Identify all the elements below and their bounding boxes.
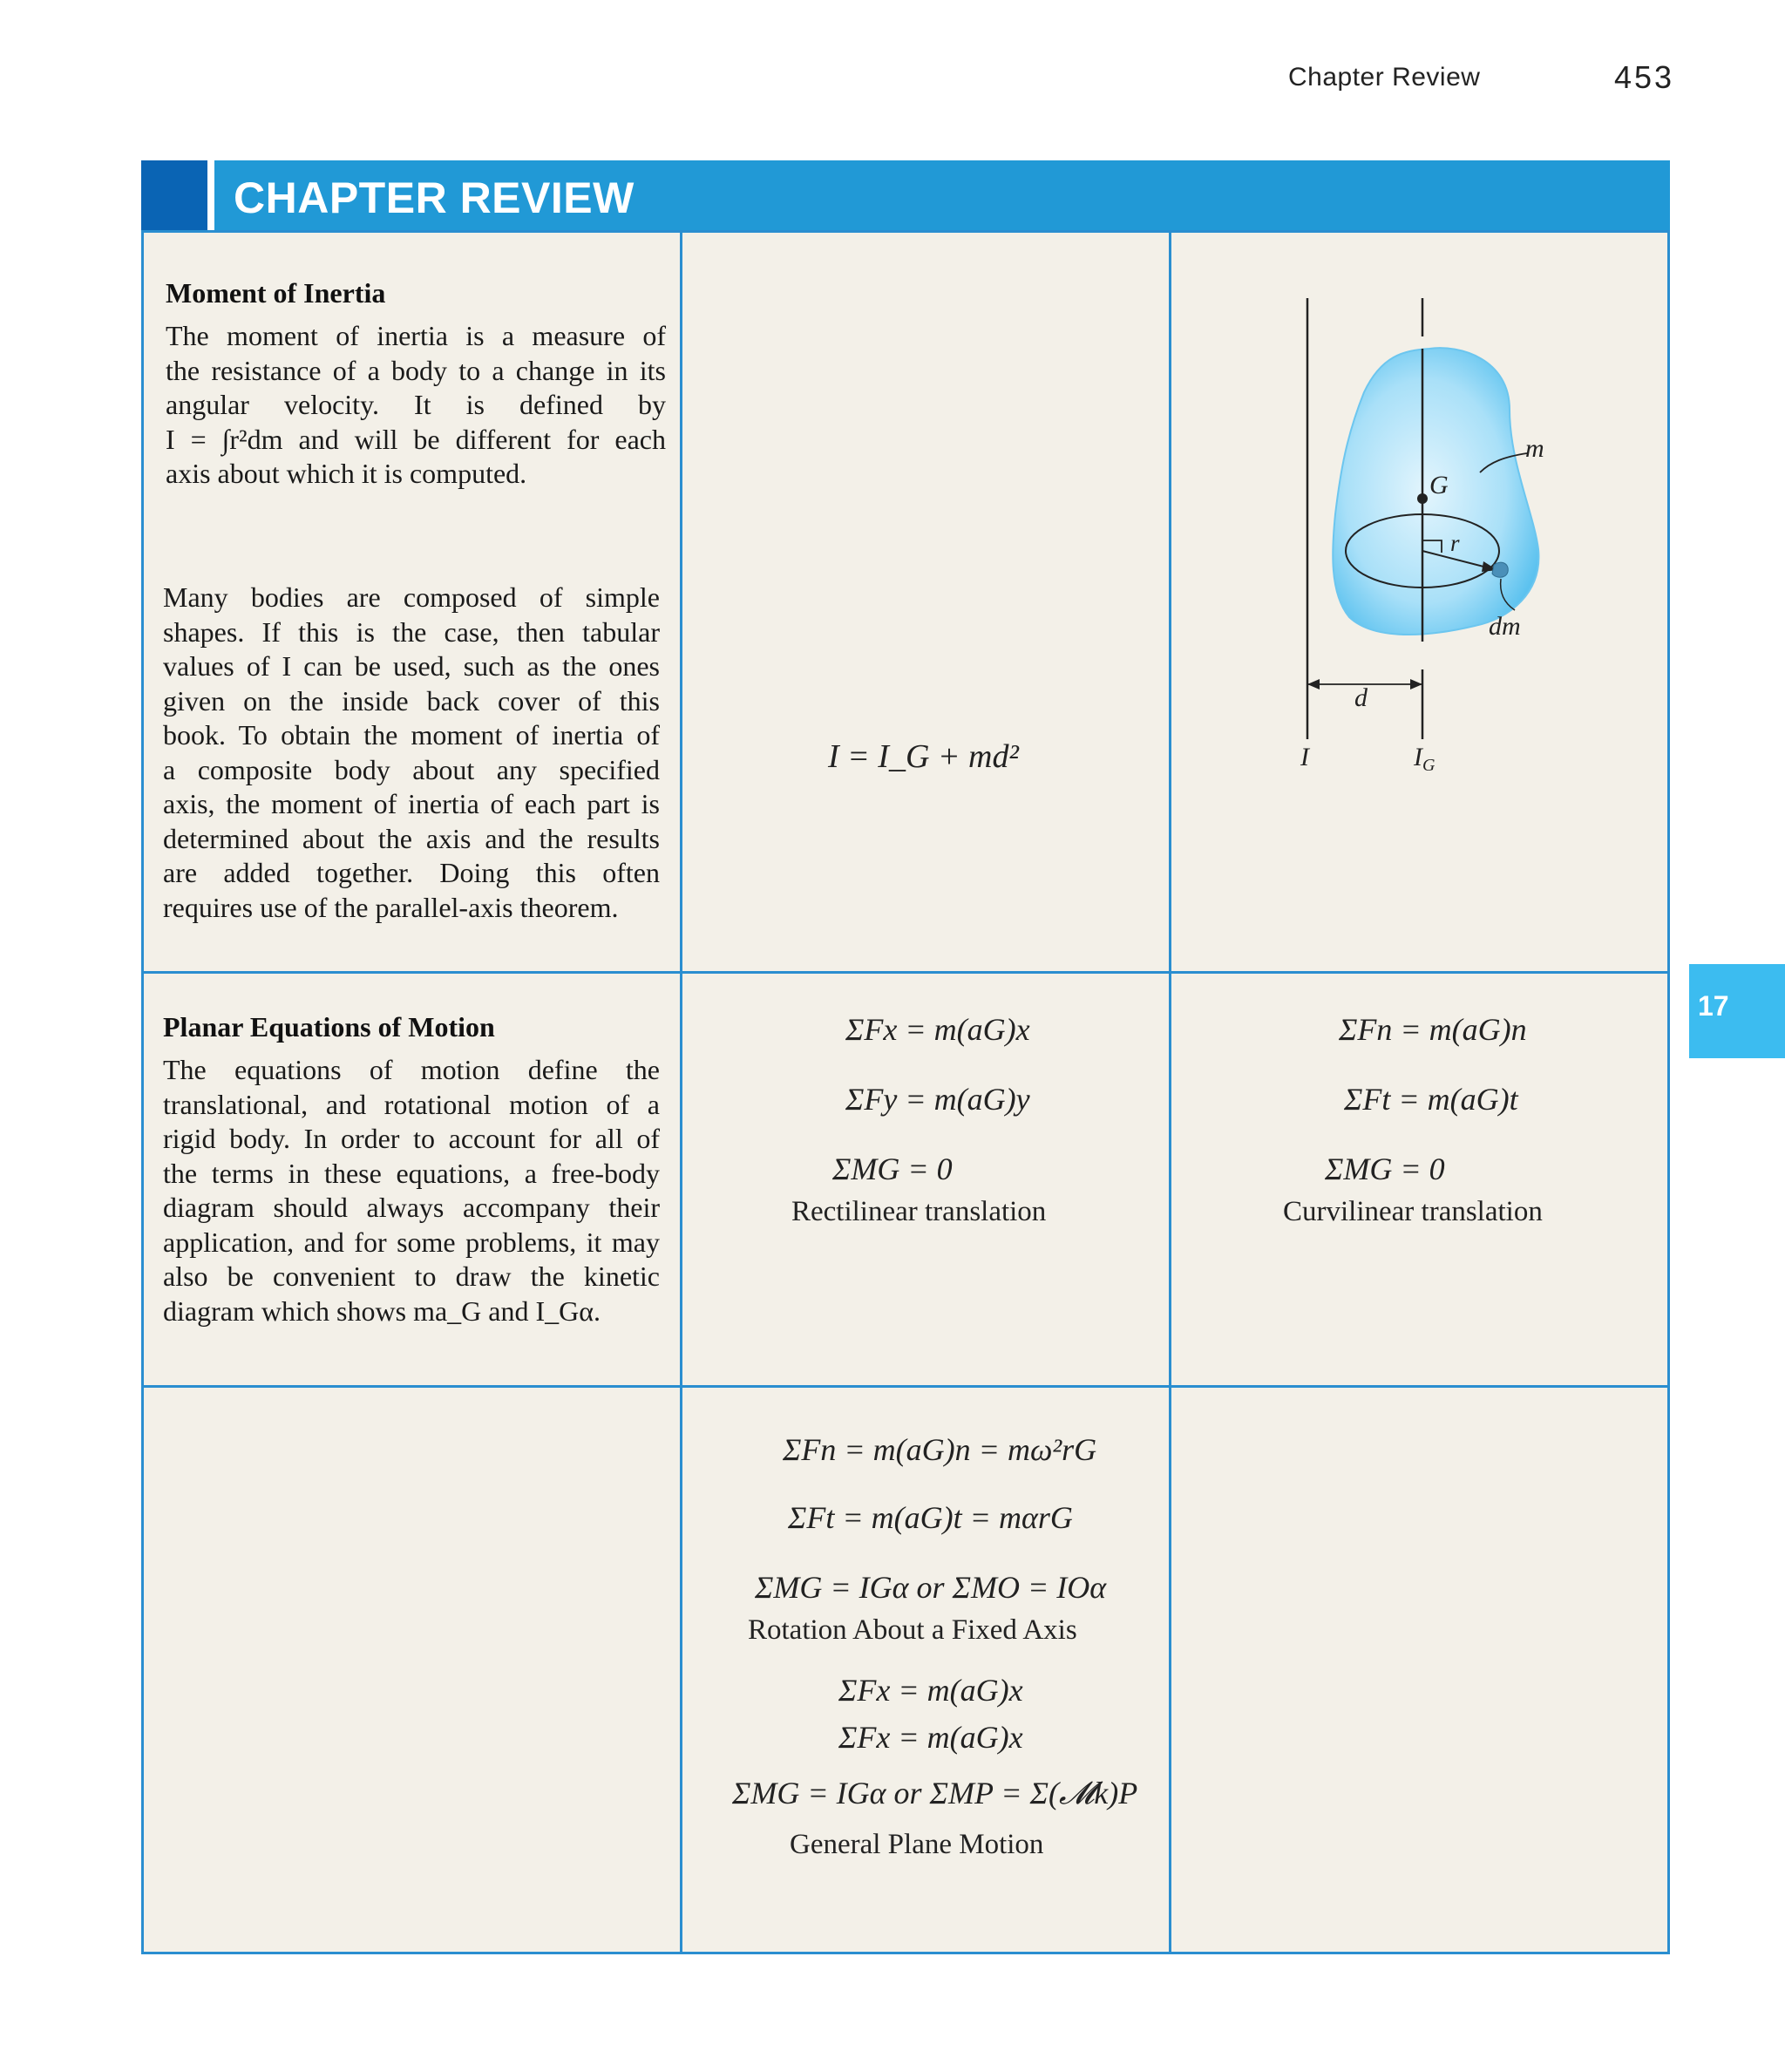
moment-of-inertia-paragraph-2 — [163, 581, 660, 925]
paragraph-line: the terms in these equations, a free-body — [163, 1157, 660, 1189]
figure-label-m: m — [1525, 434, 1544, 463]
rectilinear-eq-moment: ΣMG = 0 — [832, 1151, 953, 1186]
fixed-axis-eq-n: ΣFn = m(aG)n = mω²rG — [783, 1432, 1097, 1467]
banner-title: CHAPTER REVIEW — [234, 173, 635, 222]
paragraph-line: book. To obtain the moment of inertia of — [163, 719, 660, 751]
grid-divider-vertical-2 — [1169, 230, 1171, 1954]
paragraph-line: rigid body. In order to account for all of — [163, 1123, 660, 1154]
paragraph-line: Many bodies are composed of simple — [163, 581, 660, 613]
moment-of-inertia-heading: Moment of Inertia — [166, 277, 386, 309]
general-plane-eq-x-2: ΣFx = m(aG)x — [838, 1720, 1023, 1755]
paragraph-line: I = ∫r²dm and will be different for each — [166, 423, 666, 455]
chapter-tab-number: 17 — [1698, 990, 1729, 1022]
fixed-axis-eq-moment: ΣMG = IGα or ΣMO = IOα — [755, 1570, 1107, 1605]
paragraph-line: a composite body about any specified — [163, 753, 660, 785]
grid-divider-horizontal-2 — [141, 1385, 1670, 1388]
paragraph-line: axis, the moment of inertia of each part is — [163, 788, 660, 819]
paragraph-line: are added together. Doing this often — [163, 857, 660, 888]
grid-divider-horizontal-1 — [141, 971, 1670, 974]
figure-label-r: r — [1450, 530, 1460, 556]
parallel-axis-equation: I = I_G + md² — [828, 738, 1019, 775]
figure-label-d: d — [1354, 683, 1368, 712]
curvilinear-eq-t: ΣFt = m(aG)t — [1344, 1082, 1518, 1117]
general-plane-caption: General Plane Motion — [790, 1829, 1044, 1860]
banner-gap — [207, 160, 214, 230]
centroid-point — [1417, 493, 1428, 504]
running-head — [1288, 63, 1480, 92]
distance-arrow-right — [1410, 679, 1422, 690]
paragraph-line: axis about which it is computed. — [166, 458, 527, 489]
paragraph-line: requires use of the parallel-axis theorem. — [163, 891, 619, 923]
figure-label-dm: dm — [1489, 612, 1521, 641]
rectilinear-caption: Rectilinear translation — [791, 1196, 1047, 1227]
general-plane-eq-x: ΣFx = m(aG)x — [838, 1673, 1023, 1708]
parallel-axis-figure — [1281, 288, 1569, 793]
planar-motion-paragraph — [163, 1053, 660, 1328]
general-plane-eq-moment: ΣMG = IGα or ΣMP = Σ(𝓜k)P — [732, 1776, 1138, 1810]
paragraph-line: given on the inside back cover of this — [163, 684, 660, 717]
figure-label-G: G — [1429, 471, 1449, 499]
paragraph-line: angular velocity. It is defined by — [166, 389, 666, 420]
distance-arrow-left — [1307, 679, 1320, 690]
banner-accent-block — [141, 160, 207, 230]
rectilinear-eq-y: ΣFy = m(aG)y — [845, 1082, 1030, 1117]
paragraph-line: the resistance of a body to a change in its — [166, 354, 666, 386]
fixed-axis-caption: Rotation About a Fixed Axis — [748, 1614, 1077, 1646]
page-number: 453 — [1614, 59, 1675, 95]
chapter-review-banner — [141, 160, 1670, 230]
paragraph-line: translational, and rotational motion of a — [163, 1088, 660, 1120]
curvilinear-eq-n: ΣFn = m(aG)n — [1339, 1012, 1527, 1047]
rectilinear-eq-x: ΣFx = m(aG)x — [845, 1012, 1030, 1047]
paragraph-line: application, and for some problems, it may — [163, 1226, 660, 1258]
moment-of-inertia-paragraph-1 — [166, 319, 666, 492]
dm-element — [1492, 562, 1508, 577]
figure-label-IG-subscript: G — [1422, 756, 1435, 775]
paragraph-line: The equations of motion define the — [163, 1054, 660, 1085]
figure-label-I: I — [1300, 743, 1309, 771]
running-head-title: Chapter Review — [1288, 63, 1481, 92]
fixed-axis-eq-t: ΣFt = m(aG)t = mαrG — [788, 1500, 1073, 1535]
grid-divider-vertical-1 — [680, 230, 682, 1954]
paragraph-line: diagram should always accompany their — [163, 1192, 660, 1223]
paragraph-line: The moment of inertia is a measure of — [166, 320, 666, 351]
paragraph-line: diagram which shows ma_G and I_Gα. — [163, 1294, 601, 1327]
figure-label-IG — [1414, 743, 1435, 776]
paragraph-line: determined about the axis and the results — [163, 822, 660, 854]
paragraph-line: also be convenient to draw the kinetic — [163, 1260, 660, 1292]
chapter-tab — [1689, 964, 1785, 1058]
paragraph-line: values of I can be used, such as the ones — [163, 650, 660, 682]
curvilinear-eq-moment: ΣMG = 0 — [1325, 1151, 1445, 1186]
curvilinear-caption: Curvilinear translation — [1283, 1196, 1543, 1227]
paragraph-line: shapes. If this is the case, then tabular — [163, 615, 660, 648]
planar-motion-heading: Planar Equations of Motion — [163, 1011, 495, 1043]
figure-label-IG-main: I — [1414, 743, 1422, 771]
